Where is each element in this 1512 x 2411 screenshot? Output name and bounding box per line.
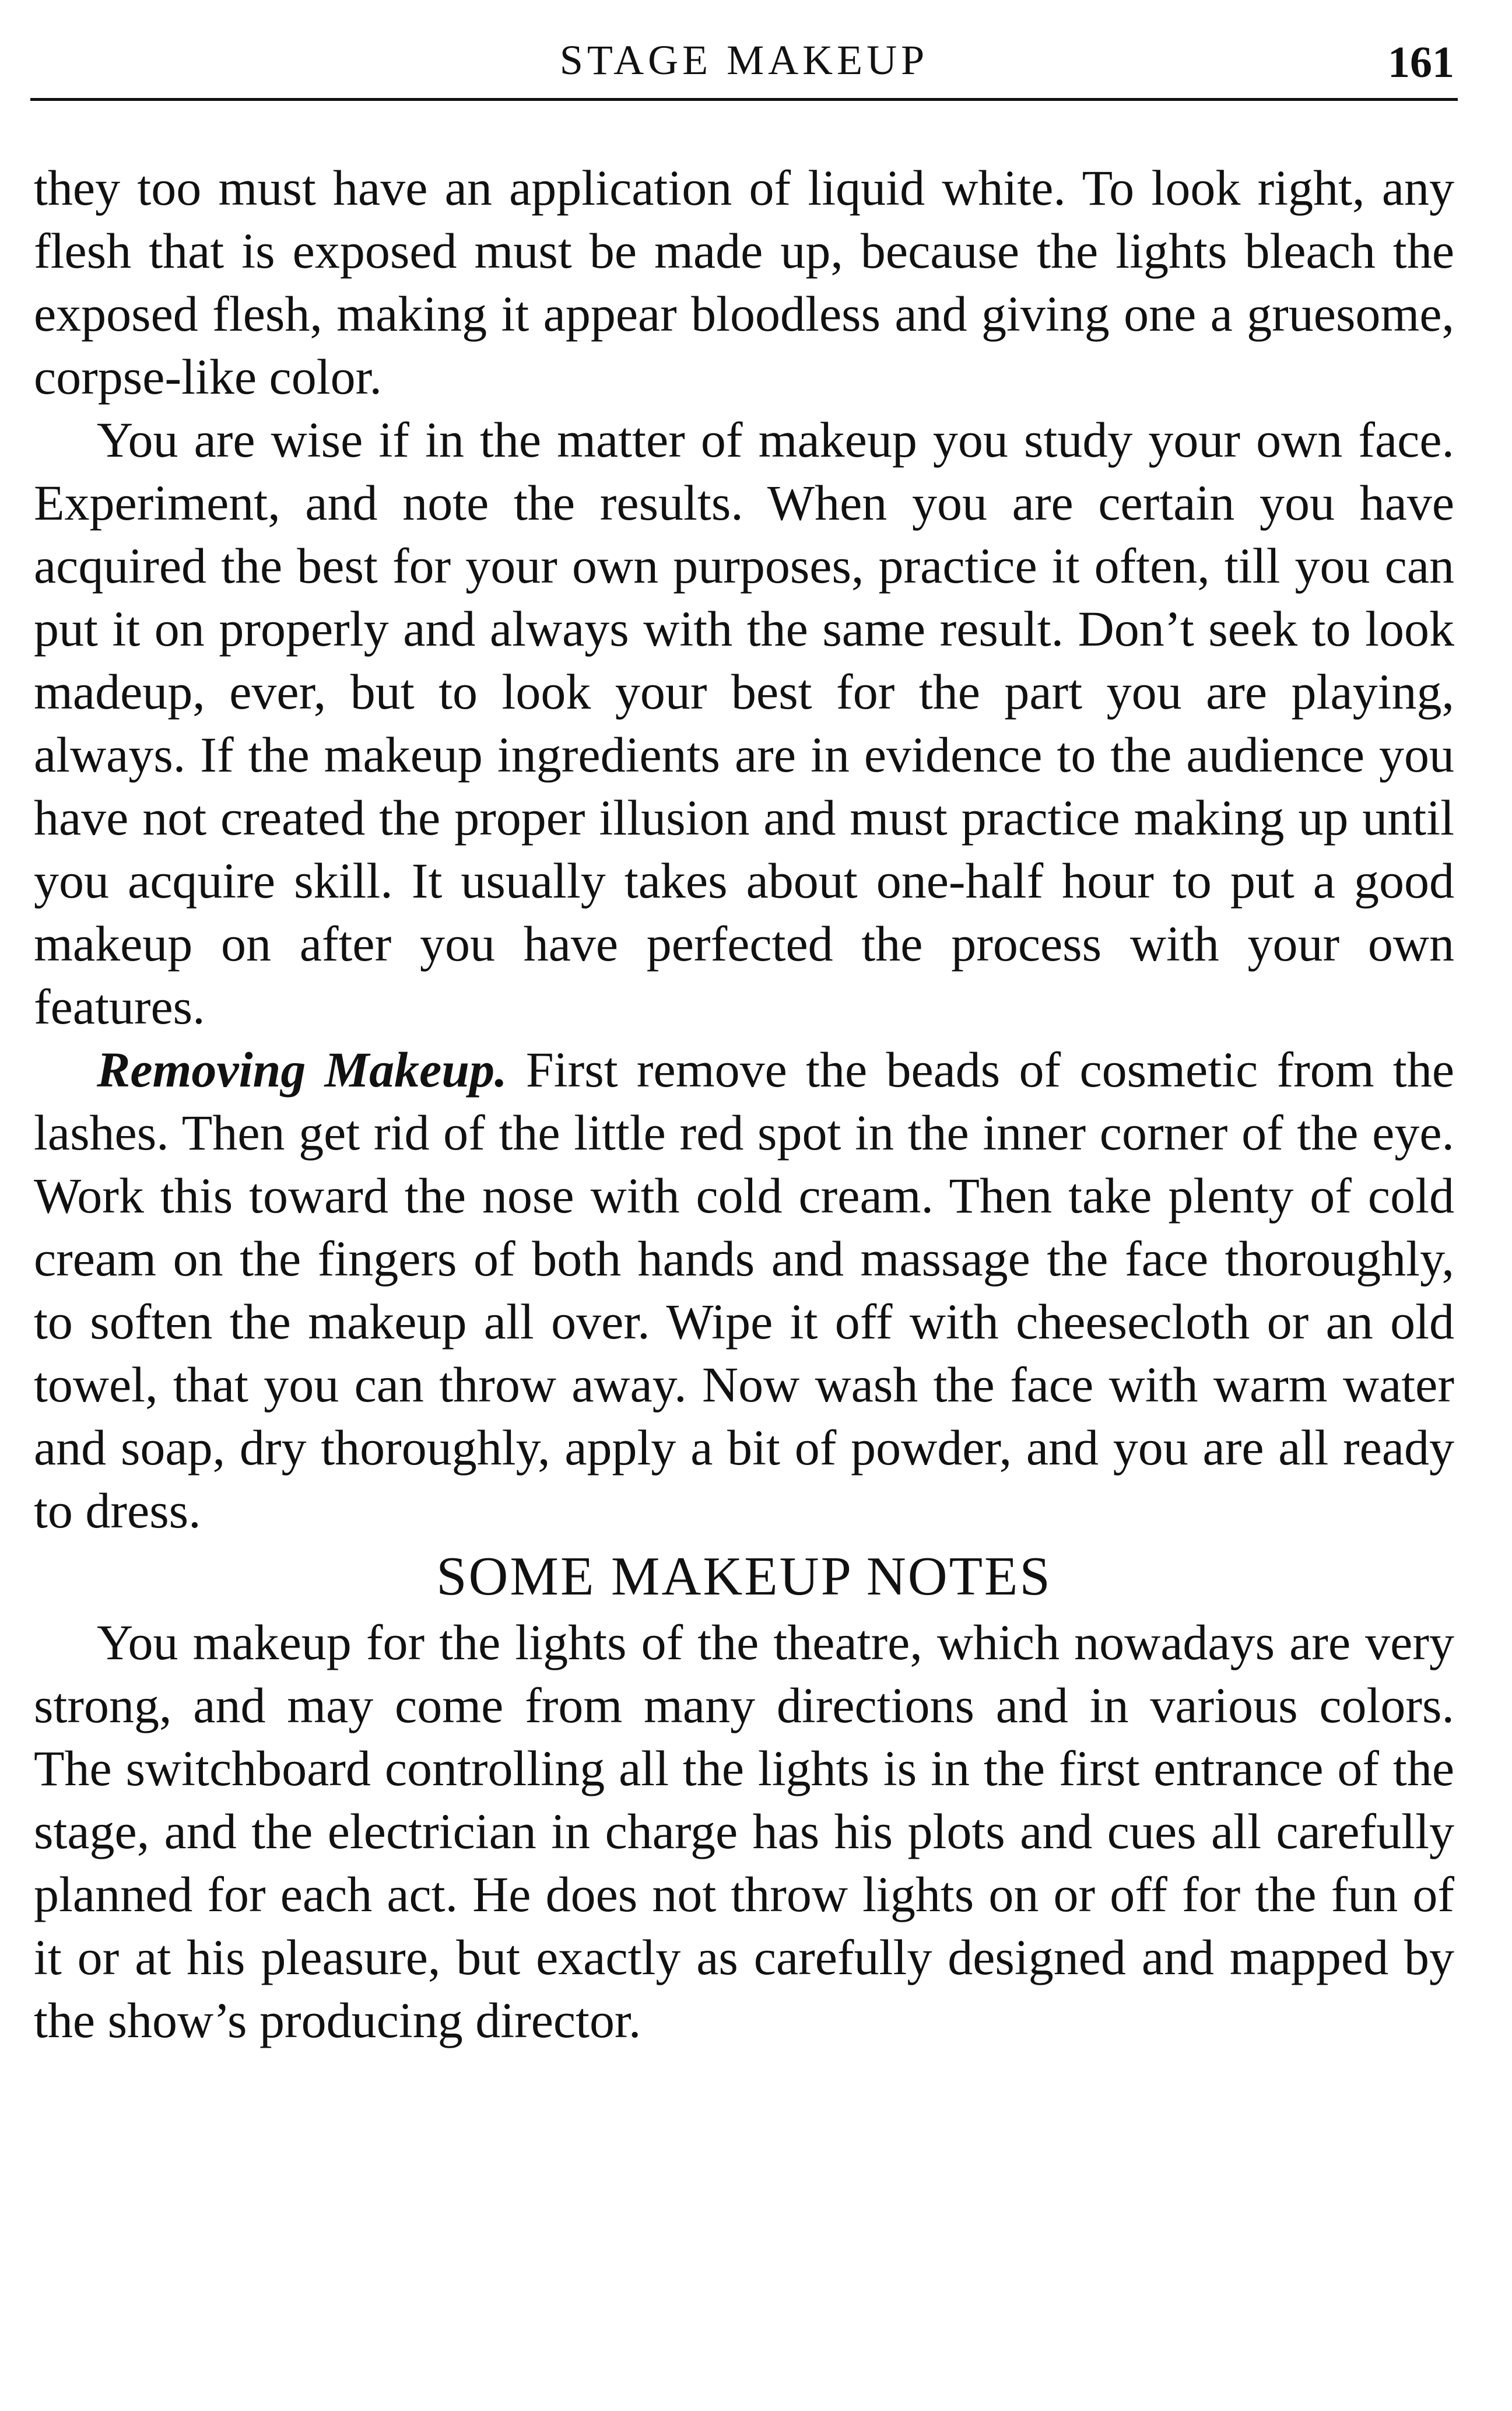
page-number: 161	[1388, 38, 1454, 87]
paragraph-removing-makeup-text: First remove the beads of cosmetic from the lashes. Then get rid of the little red spot in the inner corner of the eye. Work this toward the nose with cold cream. Then take plenty of cold cream on the fingers of both hands and massage the face thoroughly, to soften the makeup all over. Wipe it off with cheesecloth or an old towel, that you can throw away. Now wash the face with warm water and soap, dry thoroughly, apply a bit of powder, and you are all ready to dress.	[34, 1042, 1454, 1539]
paragraph-continuation: they too must have an application of liquid white. To look right, any flesh that is exposed must be made up, because the lights bleach the exposed flesh, making it appear bloodless and giving one a gruesome, corpse-like color.	[34, 160, 1454, 405]
paragraph-lead-in: Removing Makeup.	[97, 1042, 507, 1098]
running-title: STAGE MAKEUP	[559, 37, 929, 83]
paragraph-study-your-face: You are wise if in the matter of makeup you study your own face. Experiment, and note the results. When you are certain you have acquired the best for your own purposes, practice it often, till you can put it on properly and always with the same result. Don’t seek to look madeup, ever, but to look your best for the part you are playing, always. If the makeup ingredients are in evidence to the audience you have not created the proper illusion and must practice making up until you acquire skill. It usually takes about one-half hour to put a good makeup on after you have perfected the process with your own features.	[34, 412, 1454, 1035]
page-body	[34, 156, 1454, 2052]
paragraph-removing-makeup	[34, 1038, 1454, 1542]
running-header	[30, 23, 1458, 101]
section-heading: SOME MAKEUP NOTES	[436, 1546, 1052, 1607]
paragraph-makeup-notes: You makeup for the lights of the theatre, which nowadays are very strong, and may come from many directions and in various colors. The switchboard controlling all the lights is in the first entrance of the stage, and the electrician in charge has his plots and cues all carefully planned for each act. He does not throw lights on or off for the fun of it or at his pleasure, but exactly as carefully designed and mapped by the show’s producing director.	[34, 1614, 1454, 2048]
